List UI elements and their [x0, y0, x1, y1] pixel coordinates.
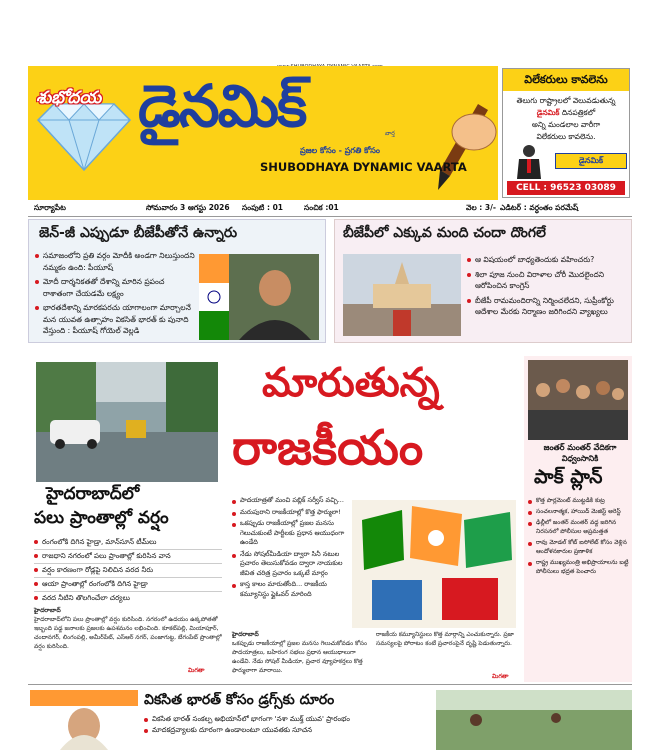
story4-headline-2: రాజకీయం — [232, 420, 424, 476]
ad-line-3: అన్ని మండలాల వారీగా — [531, 120, 601, 129]
story6-bullet: మాదకద్రవ్యాలకు దూరంగా ఉండాలంటూ యువతకు సూచన — [144, 725, 430, 736]
story-pak-plan — [524, 356, 632, 682]
story4-more-link[interactable]: మిగతా — [492, 673, 509, 680]
issue-number: సంచిక :01 — [304, 203, 339, 212]
issue-date: సోమవారం 3 ఆగస్టు 2026 — [146, 203, 230, 212]
story5-bullet: రాష్ట్ర ముఖ్యమంత్రి అభిప్రాయాలను బట్టి పోలీసులు భద్రత పెంచారు — [528, 558, 630, 576]
story3-bullet: రాజధాని నగరంలో పలు ప్రాంతాల్లో కురిసిన వాన — [34, 550, 222, 564]
story3-bullet: ఆయా ప్రాంతాల్లో రంగంలోకి దిగిన హైడ్రా — [34, 578, 222, 592]
story3-bullet: వరద నీటిని తొలగించేలా చర్యలు — [34, 592, 222, 605]
ad-brand: డైనమిక్ — [536, 108, 560, 117]
story5-headline: పాక్ ప్లాన్ — [534, 466, 603, 488]
minister-photo — [199, 254, 319, 340]
ad-line-4: విలేకరులు కావలెను. — [536, 132, 596, 141]
story4-bullet: పాదయాత్రతో మంచి పబ్లిక్ సర్వీస్ వచ్చి... — [232, 496, 346, 506]
masthead-vartha: వార్త — [385, 130, 395, 137]
story5-bullets — [528, 496, 630, 576]
story3-body: హైదరాబాద్‌లోని పలు ప్రాంతాల్లో వర్షం కురిసింది. నగరంలో ఉదయం ఉక్కపోతతో ఇబ్బంది పడ్డ జనాలకు ప్రజలకు ఉపశమనం లభించింది. కూకట్‌పల్లి, మియాపూర్, చందానగర్, లింగంపల్లి, అమీర్‌పేట్, ఎస్ఆర్ నగర్, పంజాగుట్ట, బేగంపేట్ ప్రాంతాల్లో వర్షం కురిసింది. — [34, 616, 222, 650]
ad-cell-number: CELL : 96523 03089 — [507, 181, 625, 195]
story3-dateline: హైదరాబాద్ — [34, 607, 61, 614]
story1-headline: జెన్-జీ ఎప్పుడూ బీజేపీతోనే ఉన్నారు — [39, 225, 238, 241]
story4-bullet: నేడు సోషల్‌మీడియా ద్వారా సినీ నటుల ప్రచారం తెలుసుకోవడం ద్వారా నాయకుల జీవిత చరిత్ర ప్రచారం ఒక్కటే మార్గం — [232, 550, 346, 579]
protest-crowd-photo — [528, 360, 628, 440]
price: వెల : 3/- — [466, 203, 496, 212]
modi-photo — [30, 690, 138, 750]
story-genz-bjp — [28, 219, 326, 343]
story4-bullet: ఒకప్పుడు రాజకీయాల్లో ప్రజల మనసు గెలుచుకుంటే పార్టీలకు ప్రధాన ఆయుధంగా ఉండేది — [232, 519, 346, 548]
ad-badge: డైనమిక్ — [555, 153, 627, 169]
story5-kicker: జంతర్ మంతర్ వేదికగా విధ్వంసానికి — [543, 443, 617, 463]
story-hyderabad-rain — [28, 356, 226, 682]
ad-line-1: తెలుగు రాష్ట్రాలలో వెలువడుతున్న — [516, 96, 616, 105]
story2-bullet: శిలా పూజ నుంచి విరాళాల చోరీ మొదలైందని ఆరోపించిన కాంగ్రెస్ — [467, 269, 625, 292]
rain-street-photo — [36, 362, 218, 482]
story4-bullet: మరుపురాని రాజకీయాల్లో కొత్త ఫార్ములా! — [232, 508, 346, 518]
story5-bullet: ఢిల్లీలో జంతర్ మంతర్ వద్ద జరిగిన నిరసనలో పోలీసుల అప్రమత్తత — [528, 518, 630, 536]
paddy-field-photo — [436, 690, 632, 750]
pen-hand-icon — [418, 92, 498, 196]
story2-headline: బీజేపీలో ఎక్కువ మంది చందా దొంగలే — [343, 225, 546, 241]
story6-bullets — [144, 714, 430, 736]
reporters-wanted-ad — [502, 68, 630, 198]
story1-bullet: మోదీ దార్శనికతతో దేశాన్ని మారిన ప్రపంచ రాశాతంగా చేయడమే లక్ష్యం — [35, 276, 197, 299]
story3-bullet: రంగంలోకి దిగిన హైడ్రా, మాన్‌సూన్ టీమ్‌లు — [34, 536, 222, 550]
story3-headline-2: పలు ప్రాంతాల్లో వర్షం — [34, 508, 169, 528]
story4-bullets — [232, 496, 346, 599]
story4-bullet: కాస్త కాలం మారుతోంది... రాజకీయ కమ్యూనిస్టు ఫ్లైఓవర్ మారింది — [232, 580, 346, 599]
story2-bullet: బీజేపీ రామమందిరాన్ని నిర్మించలేదని, సుప్రీంకోర్టు ఆదేశాల మేరకు నిర్మాణం జరిగిందని వ్యాఖ్యలు — [467, 295, 625, 318]
story-bjp-donation — [334, 219, 632, 343]
story6-headline: వికసిత భారత్ కోసం డ్రగ్స్‌కు దూరం — [144, 692, 335, 708]
story3-headline-1: హైదరాబాద్‌లో — [46, 484, 140, 504]
place: సూర్యాపేట — [34, 203, 66, 212]
story2-bullet: ఆ విషయంలో బాధ్యతెందుకు వహించరు? — [467, 254, 625, 266]
reporter-figure-icon — [509, 143, 549, 179]
volume: సంపుటి : 01 — [242, 203, 284, 212]
story3-more-link[interactable]: మిగతా — [188, 667, 205, 674]
bottom-divider — [28, 684, 632, 685]
editor: ఎడిటర్ : వర్ధంతం పరమేష్ — [500, 203, 579, 212]
story6-bullet: వికసిత భారత్ సంకల్ప అభియాన్‌లో భాగంగా 'నశా ముక్త్ యువ' ప్రారంభం — [144, 714, 430, 725]
story2-bullets — [467, 254, 625, 318]
subodaya-logo-text: శుభోదయ — [36, 88, 102, 108]
story3-bullets — [34, 536, 222, 605]
issue-info-bar — [28, 200, 632, 217]
masthead-title: డైనమిక్ — [138, 72, 306, 140]
ad-line-2: దినపత్రికలో — [561, 108, 596, 117]
story5-bullet: సంచలనాత్మక, హాయిద్ మెజిస్ట్ అరెస్ట్ — [528, 507, 630, 516]
masthead-tagline: ప్రజల కోసం - ప్రగతి కోసం — [300, 146, 380, 155]
story1-bullet: భారతదేశాన్ని మారకపరచు యాగాలంగా మార్చాలనే మన యువత ఉత్సాహం వికసిత్ భారత్ కు పునాది వేస్తుంది : పీయూష్ గోయెల్ వెల్లడి — [35, 302, 197, 337]
ram-mandir-photo — [343, 254, 461, 336]
story5-bullet: రావు మోడల్ కోట్ ఐసోలేట్ కోసం వెళ్లిన ఆందోళనకారుల ప్రణాళిక — [528, 538, 630, 556]
story4-dateline: హైదరాబాద్ — [232, 631, 259, 638]
story4-body: ఒకప్పుడు రాజకీయాల్లో ప్రజల మనసు గెలుచుకోవడం కోసం పాదయాత్రలు, బహిరంగ సభలు ప్రధాన ఆయుధాలుగా ఉండేవి. నేడు సోషల్ మీడియా, ప్రచార వ్యూహకర్తలు కొత్త ఫార్ములాగా మారాయి. — [232, 640, 367, 674]
story5-bullet: కొత్త పార్లమెంట్ ముట్టడికి కుట్ర — [528, 496, 630, 505]
story4-headline-1: మారుతున్న — [262, 360, 440, 406]
story3-bullet: వర్షం కారణంగా రోడ్లపై నిలిచిన వరద నీరు — [34, 564, 222, 578]
story1-bullet: సమాజంలోని ప్రతి వర్గం మోదీకి అండగా నిలుస్తుందని నమ్మకం ఉంది: పీయూష్ — [35, 250, 197, 273]
story1-bullets — [35, 250, 197, 337]
ad-heading: విలేకరులు కావలెను — [503, 69, 629, 91]
story4-body-2: రాజకీయ కమ్యూనిస్టులు కొత్త మార్గాన్ని ఎంచుకున్నారు. ప్రజా సమస్యలపై పోరాటం కంటే ప్రచారంపైనే దృష్టి పెడుతున్నారు. — [376, 631, 514, 647]
masthead-english-name: SHUBODHAYA DYNAMIC VAARTA — [260, 160, 467, 174]
party-flags-illustration — [352, 500, 516, 628]
